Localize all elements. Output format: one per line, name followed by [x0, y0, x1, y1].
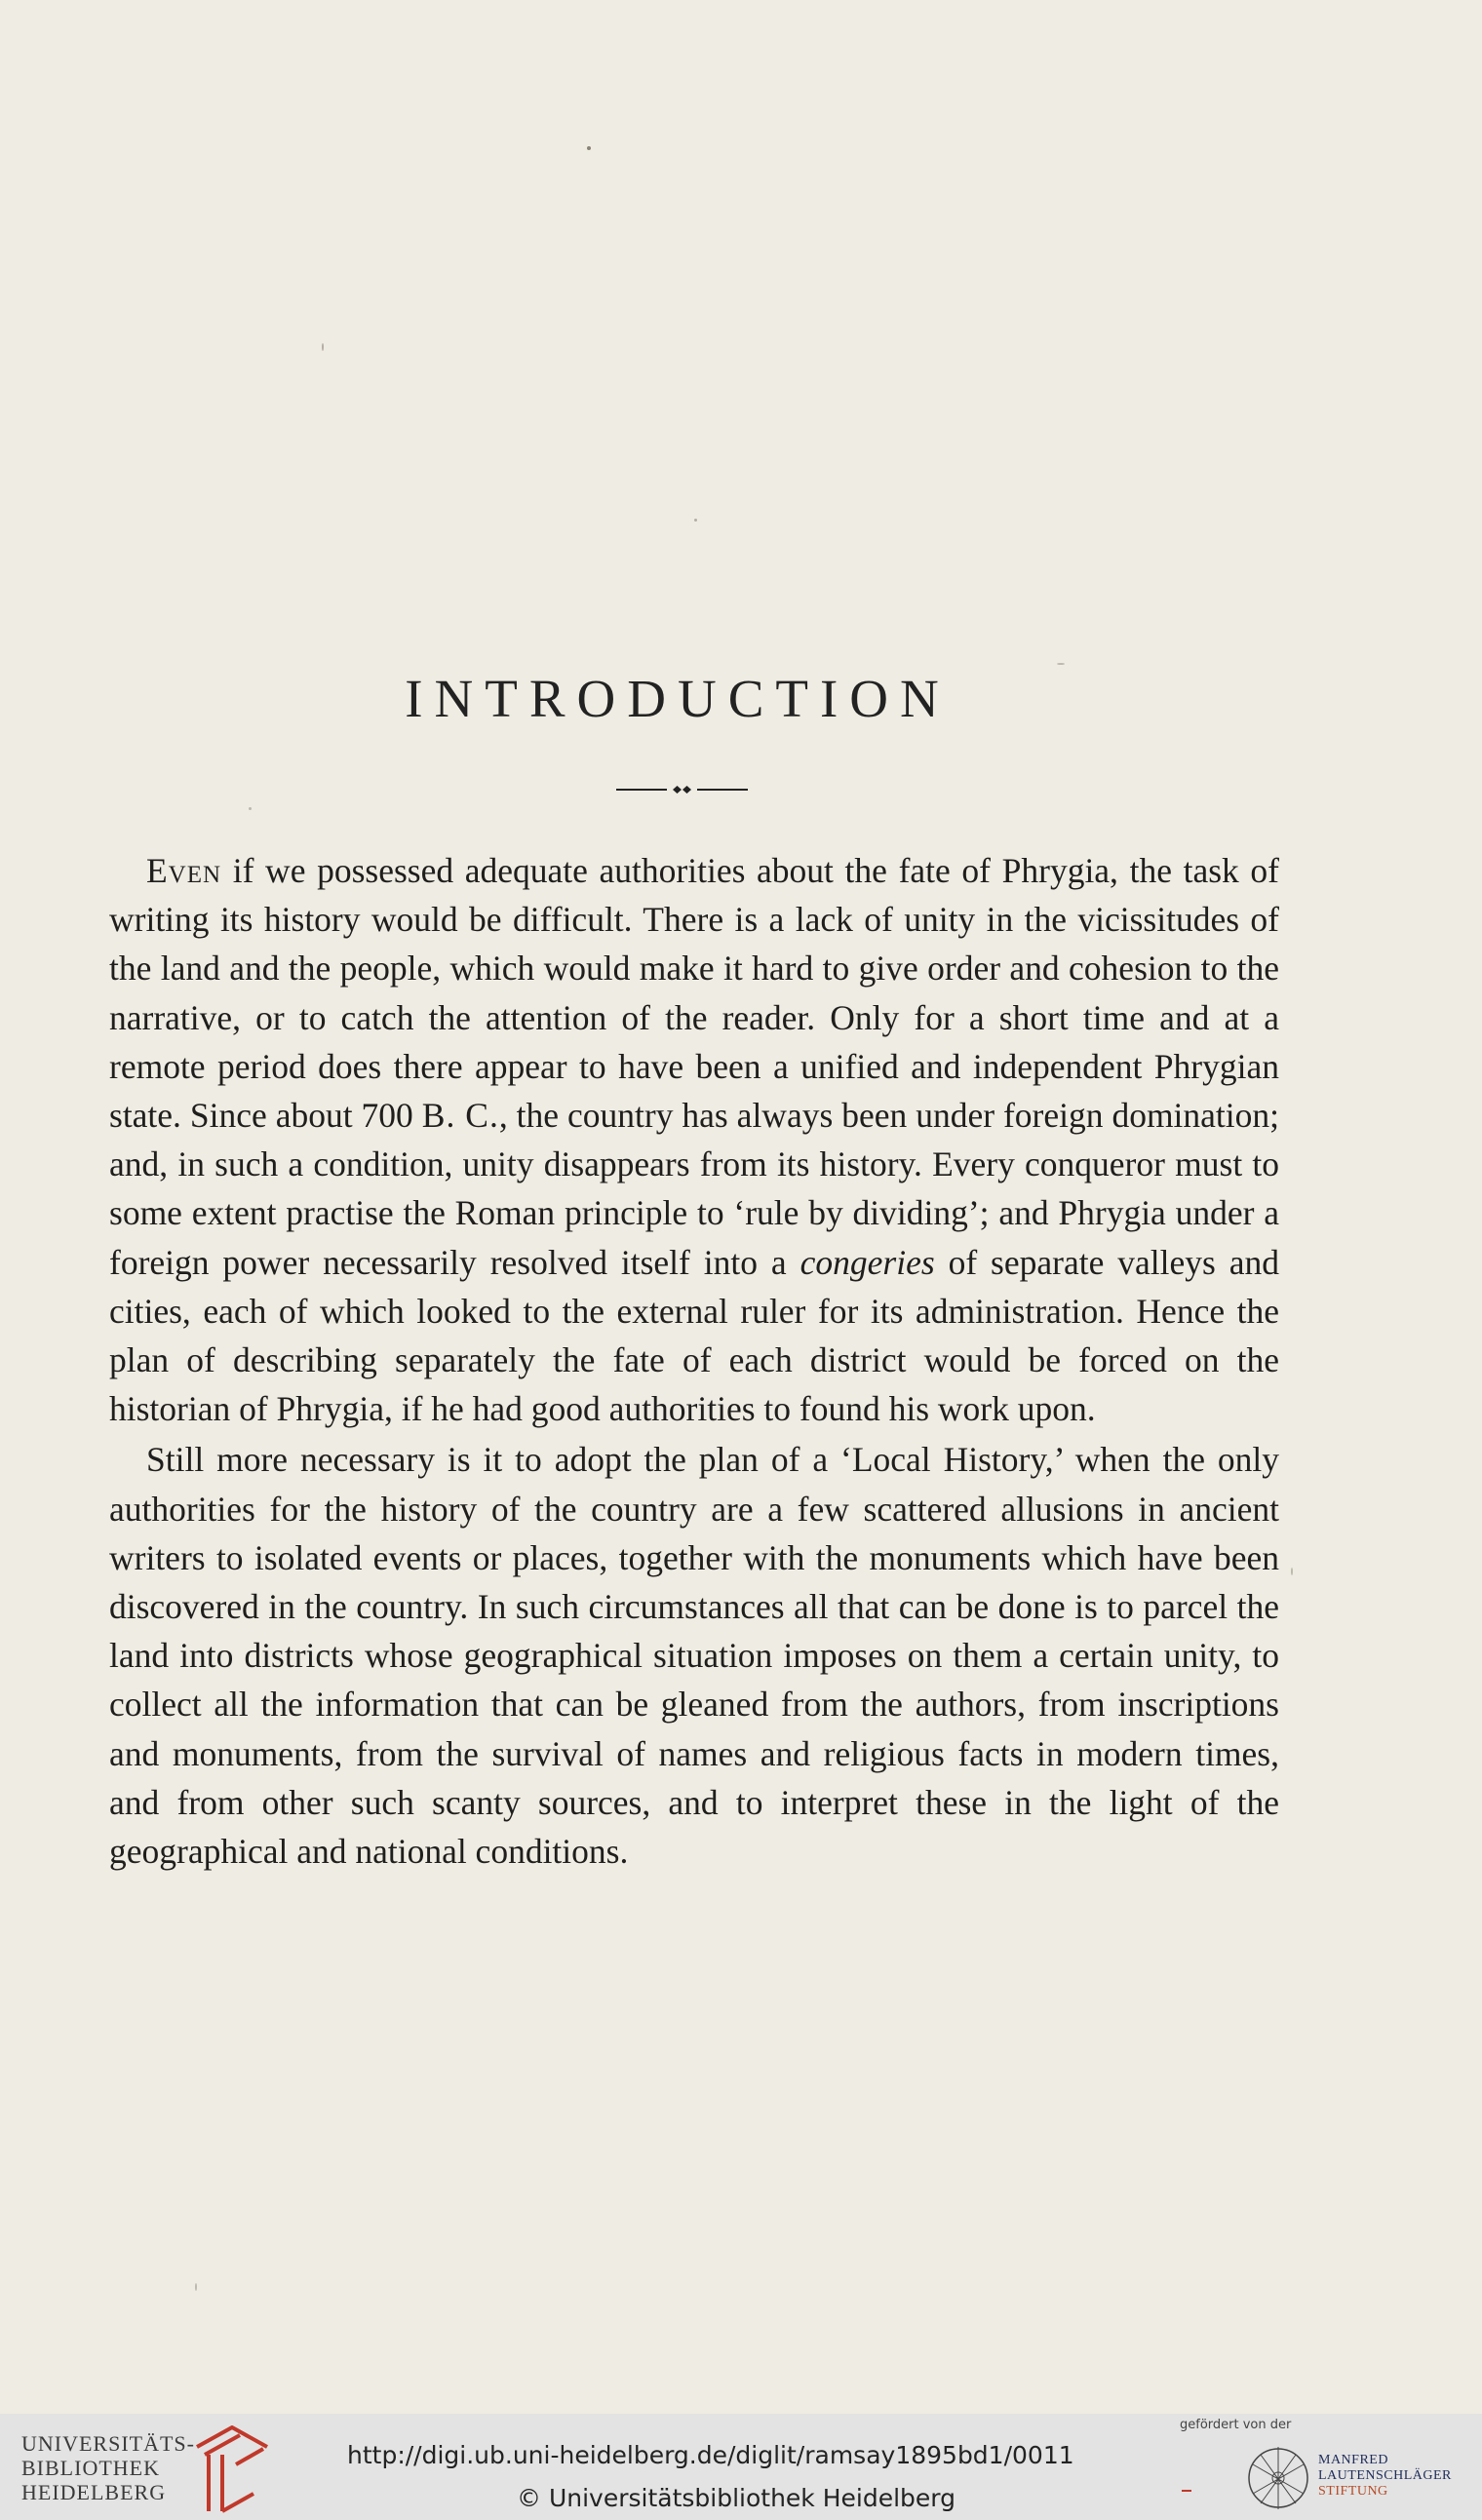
- paragraph-1-text: , the country has always been under foreign domination; and, in such a condition, unity disappears from its history. Every conqueror must to some extent practise the Roman principle to ‘rule by dividing’; and Phrygia under a foreign power necessarily resolved itself into a: [109, 1096, 1280, 1282]
- library-logo-icon: [193, 2425, 271, 2515]
- body-text: [109, 846, 1279, 1876]
- italic-term: congeries: [800, 1242, 935, 1282]
- paragraph-2: Still more necessary is it to adopt the plan of a ‘Local History,’ when the only authorities for the history of the country are a few scattered allusions in ancient writers to isolated events or places, together with the monuments which have been discovered in the country. In such circumstances all that can be done is to parcel the land into districts whose geographical situation imposes on them a certain unity, to collect all the information that can be gleaned from the authors, from inscriptions and monuments, from the survival of names and religious facts in modern times, and from other such scanty sources, and to interpret these in the light of the geographical and national conditions.: [109, 1440, 1279, 1872]
- paragraph-1-text: if we possessed adequate authorities about the fate of Phrygia, the task of writing its history would be difficult. There is a lack of unity in the vicissitudes of the land and the people, which would make it hard to give order and cohesion to the narrative, or to catch the attention of the reader. Only for a short time and at a remote period does there appear to have been a unified and independent Phrygian state. Since about 700: [109, 851, 1279, 1136]
- foundation-line: STIFTUNG: [1318, 2484, 1388, 2499]
- lead-word: Even: [146, 851, 222, 890]
- divider: [1182, 2490, 1191, 2492]
- library-line: UNIVERSITÄTS-: [21, 2431, 195, 2456]
- paper-speck: [587, 146, 591, 150]
- paper-speck: [1057, 663, 1065, 665]
- library-line: BIBLIOTHEK: [21, 2456, 160, 2480]
- foundation-line: LAUTENSCHLÄGER: [1318, 2468, 1452, 2483]
- paper-speck: [322, 343, 324, 351]
- foundation-logo-icon: [1243, 2435, 1313, 2515]
- era-abbreviation: B. C.: [421, 1096, 499, 1136]
- paper-speck: [694, 519, 697, 522]
- sponsor-label: gefördert von der: [1180, 2418, 1292, 2432]
- digitization-footer: [0, 2414, 1482, 2520]
- paragraph-1: [109, 846, 1279, 1433]
- paper-speck: [195, 2283, 197, 2291]
- library-line: HEIDELBERG: [21, 2480, 167, 2504]
- paragraph-1-text: of separate valleys and cities, each of which looked to the external ruler for its administration. Hence the plan of describing separately the fate of each district would be forced on the historian of Phrygia, if he had good authorities to found his work upon.: [109, 1242, 1279, 1429]
- library-logo-text: [21, 2431, 195, 2504]
- paper-speck: [1291, 1568, 1293, 1575]
- copyright-notice: © Universitätsbibliothek Heidelberg: [517, 2484, 956, 2512]
- chapter-title: INTRODUCTION: [405, 669, 951, 728]
- paper-speck: [249, 807, 252, 810]
- ornament-rule-icon: [616, 780, 748, 799]
- permalink-url[interactable]: http://digi.ub.uni-heidelberg.de/diglit/ramsay1895bd1/0011: [347, 2441, 1074, 2469]
- foundation-logo-text: [1318, 2453, 1452, 2500]
- foundation-line: MANFRED: [1318, 2453, 1388, 2467]
